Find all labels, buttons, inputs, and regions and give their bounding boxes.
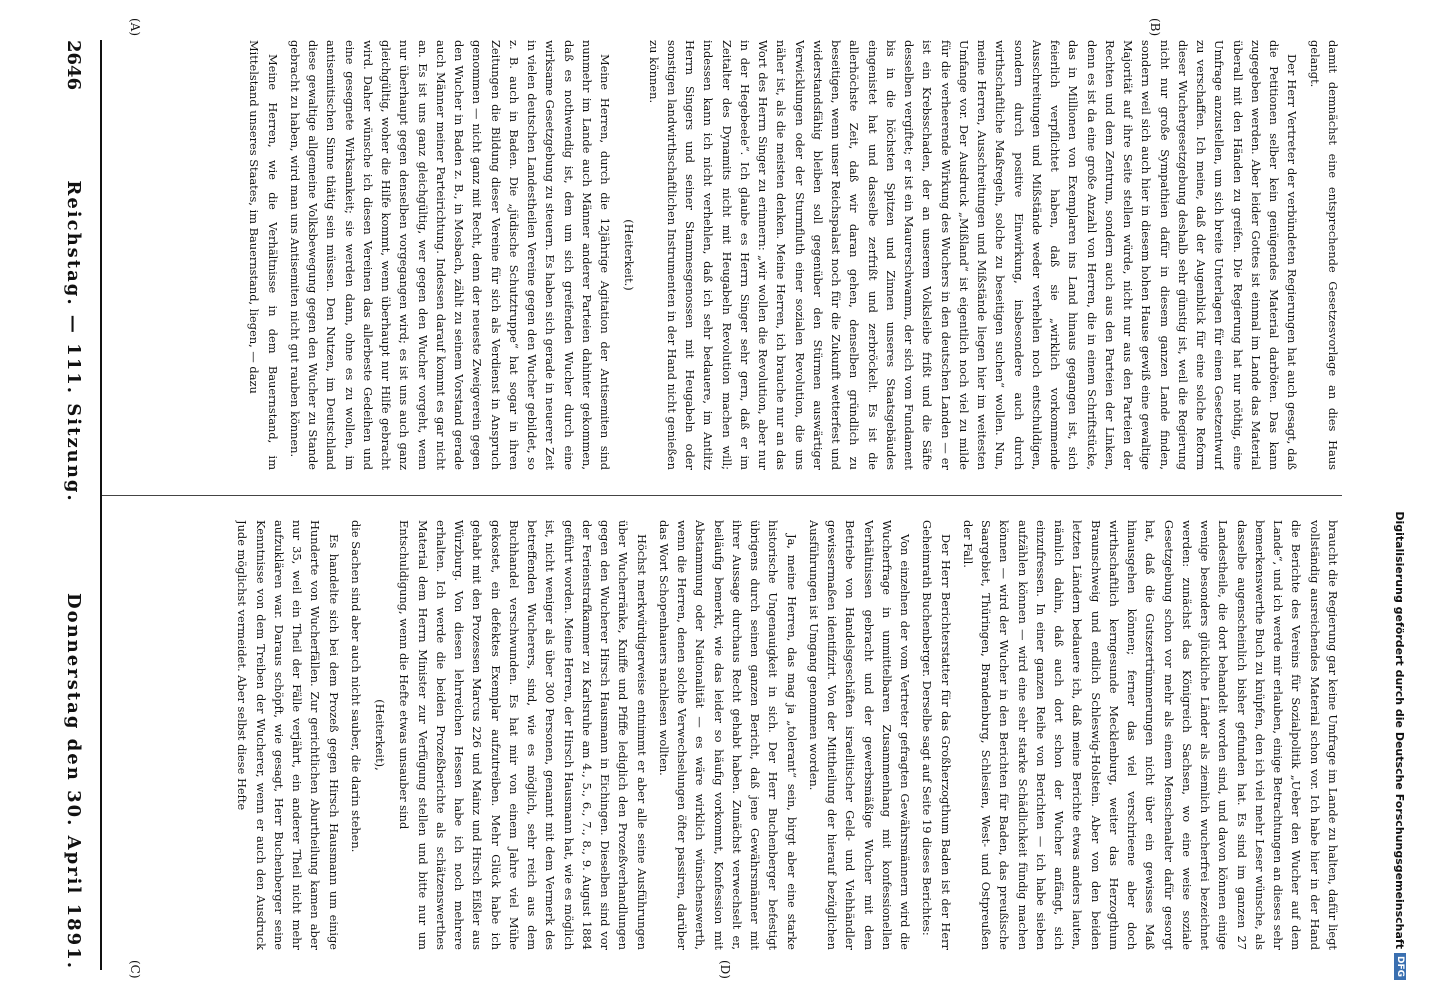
header-right-title: Donnerstag den 30. April 1891. [63, 592, 85, 970]
left-paragraph-5: Meine Herren, wie die Verhältnisse in dem Bauernstand, im Mittelstand unseres Staates, im Bauernstand, liegen, — dazu [247, 40, 280, 470]
left-paragraph-4: Meine Herren, durch die 12jährige Agitation der Antisemiten sind nunmehr im Lande auch Männer anderer Parteien dahinter gekommen, daß es nothwendig ist, dem um sich greifenden Wucher durch eine wirksame Gesetzgebung zu steuern. Es haben sich gerade in neuerer Zeit in vielen deutschen Landestheilen Vereine gegen den Wucher gebildet, so z. B. auch in Baden. Die „jüdische Schutztruppe“ hat sogar in ihren Zeitungen die Bildung dieser Vereine für sich als Verdienst in Anspruch genommen — nicht ganz mit Recht, denn der neueste Zweigverein gegen den Wucher in Baden z. B., in Mosbach, zählt zu seinem Vorstand gerade auch Männer meiner Parteirichtung. Indessen darauf kommt es gar nicht an. Es ist uns ganz gleichgültig, wer gegen den Wucher vorgeht, wenn nur überhaupt gegen denselben vorgegangen wird; es ist uns auch ganz gleichgültig, woher die Hilfe kommt, wenn überhaupt nur Hilfe gebracht wird. Daher wünsche ich diesen Vereinen das allerbeste Gedeihen und eine gesegnete Wirksamkeit; sie werden dann, ohne es zu wollen, im antisemitischen Sinne thätig sein müssen. Den Nutzen, im Deutschland diese gewaltige allgemeine Volksbewegung gegen den Wucher zu Stande gebracht zu haben, wird man uns Antisemiten nicht gut rauben können. [288, 40, 613, 470]
left-paragraph-2: Der Herr Vertreter der verbündeten Regierungen hat auch gesagt, daß die Petitionen selber kein genügendes Material darböten. Das kann zugegeben werden. Aber leider Gottes ist einmal im Lande das Material überall mit den Händen zu greifen. Die Regierung hat nur nöthig, eine Umfrage anzustellen, um sich breite Unterlagen für einen Gesetzentwurf zu verschaffen. Ich meine, daß der Augenblick für eine solche Reform dieser Wuchergesetzgebung deshalb sehr günstig ist, weil die Regierung nicht nur große Sympathien dafür in diesem ganzen Lande finden, sondern weil sich auch hier in diesem hohen Hause gewiß eine gewaltige Majorität auf ihre Seite stellen würde, nicht nur aus den Parteien der Rechten und dem Zentrum, sondern auch aus den Parteien der Linken, denn es ist da eine große Anzahl von Herren, die in einem Schriftstücke, das in Millionen von Exemplaren ins Land hinaus gegangen ist, sich feierlich verpflichtet haben, daß sie „wirklich vorkommende Ausschreitungen und Mißstände weder verhehlen noch entschuldigen, sondern durch positive Einwirkung, insbesondere auch durch wirthschaftliche Maßregeln, solche zu beseitigen suchen“ wollen. Nun, meine Herren, Ausschreitungen und Mißstände liegen hier im weitesten Umfange vor. Der Ausdruck „Mißland“ ist eigentlich noch viel zu milde für die verheerende Wirkung des Wuchers in den deutschen Landen — er ist ein Krebsschaden, der an unserem Volksleibe frißt und die Säfte desselben vergiftet; er ist ein Maurerschwamm, der sich vom Fundament bis in die höchsten Spitzen und Zinnen unseres Staatsgebäudes eingenistet hat und dasselbe zerfrißt und zerbröckelt. Es ist die allerhöchste Zeit, daß wir daran gehen, denselben gründlich zu beseitigen, wenn unser Reichspalast noch für die Zukunft wetterfest und widerstandsfähig bleiben soll gegenüber den Stürmen auswärtiger Verwicklungen oder der Sturmfluth einer sozialen Revolution, die uns näher ist, als die meisten denken. Meine Herren, ich brauche nur an das Wort des Herrn Singer zu erinnern: „wir wollen die Revolution, aber nur in der Hegebeele“. Ich glaube es Herrn Singer sehr gern, daß er im Zeitalter des Dynamits nicht mit Heugabeln Revolution machen will; indessen kann ich nicht verhehlen, daß ich sehr bedauere, im Antlitz Herrn Singers und seiner Stammesgenossen mit Heugabeln oder sonstigen landwirthschaftlichen Instrumenten in der Hand nicht genießen zu können. [646, 40, 1300, 470]
credit-text: Digitalisierung gefördert durch die Deutsche Forschungsgemeinschaft [1393, 511, 1407, 949]
right-paragraph-3: Von einzelnen der vom Vertreter gefragten Gewährsmännern wird die Wucherfrage in unmittelbaren Zusammenhang mit konfessionellen Verhältnissen gebracht und der gewerbsmäßige Wucher mit dem Betriebe von Handelsgeschäften israelitischer Geld- und Viehhändler gewissermaßen identifizirt. Von der Mittheilung der hierauf bezüglichen Ausführungen ist Umgang genommen worden. [807, 520, 913, 950]
left-column [112, 40, 1342, 470]
left-paragraph-1: damit demnächst eine entsprechende Gesetzesvorlage an dies Haus gelangt. [1307, 40, 1340, 470]
page-number: 2646 [63, 40, 85, 91]
margin-marker-d: (D) [718, 960, 732, 979]
right-paragraph-4: Ja, meine Herren, das mag ja „tolerant“ sein, birgt aber eine starke historische Ungenauigkeit in sich. Der Herr Buchenberger befestigt übrigens durch seinen ganzen Bericht, daß jene Gewährsmänner mit ihrer Aussage durchaus Recht gehabt haben. Zunächst verwechselt er, beiläufig bemerkt, wie das leider so häufig vorkommt, Konfession mit Abstammung oder Nationalität — es wäre wirklich wünschenswerth, wenn die Herren, denen solche Verwechselungen öfter passiren, darüber das Wort Schopenhauers nachlesen wollten. [657, 520, 799, 950]
left-paragraph-3: (Heiterkeit.) [622, 219, 637, 291]
page-header [54, 40, 94, 970]
dfg-logo: DFG [1394, 953, 1406, 980]
header-left-title: Reichstag. — 111. Sitzung. [63, 180, 85, 503]
right-paragraph-6: (Heiterkeit), [373, 699, 388, 771]
right-column [112, 520, 1342, 950]
margin-marker-b: (B) [1148, 18, 1162, 37]
margin-marker-a: (A) [128, 18, 142, 37]
column-divider [102, 495, 1342, 496]
digitization-credit [1388, 40, 1412, 980]
header-rule [100, 40, 102, 970]
right-paragraph-5: Höchst merkwürdigerweise entnimmt er aber alle seine Ausführungen über Wucherränke, Kniffe und Pfiffe lediglich den Prozeßverhandlungen gegen den Wucherer Hirsch Hausmann in Eichingen. Dieselben sind vor der Ferienstrafkammer zu Karlsruhe am 4., 5., 6., 7., 8., 9. August 1884 geführt worden. Meine Herren, der Hirsch Hausmann hat, wie es möglich ist, nicht weniger als über 300 Personen, genannt mit dem Vermerk des betreffenden Wucherers, sind, wie es möglich, sehr reich aus dem Buchhandel verschwunden. Es hat mir von einem Jahre viel Mühe gekostet, ein defektes Exemplar aufzutreiben. Mehr Glück habe ich gehabt mit den Prozessen Marcus 226 und Mainz und Hirsch Eißler aus Würzburg. Von diesen lehrreichen Hessen habe ich noch mehrere erhalten. Ich werde die beiden Prozeßberichte als schätzenswerthes Material dem Herrn Minister zur Verfügung stellen und bitte nur um Entschuldigung, wenn die Hefte etwas unsauber sind [397, 520, 649, 950]
right-paragraph-2: Der Herr Berichterstatter für das Großherzogthum Baden ist der Herr Geheimrath Buchenberger. Derselbe sagt auf Seite 19 dieses Berichtes: [920, 520, 953, 950]
right-paragraph-8: Es handelte sich bei dem Prozeß gegen Hirsch Hausmann um einige Hunderte von Wucherfällen. Zur gerichtlichen Aburtheilung kamen aber nur 35, weil ein Theil der Fälle verjährt, ein anderer Theil nicht mehr aufzuklären war. Daraus schöpft, wie gesagt, Herr Buchenberger seine Kenntnisse von dem Treiben der Wucherer, wenn er auch den Ausdruck Jude möglichst vermeidet. Aber selbst diese Hefte [235, 520, 341, 950]
right-paragraph-1: braucht die Regierung gar keine Umfrage im Lande zu halten, dafür liegt vollständig ausreichendes Material schon vor. Ich habe hier in der Hand die Berichte des Vereins für Sozialpolitik „Ueber den Wucher auf dem Lande“, und ich werde mir erlauben, einige Betrachtungen an dieses sehr bemerkenswerthe Buch zu knüpfen, den ich viel mehr Leser wünsche, als dasselbe augenscheinlich bisher gefunden hat. Es sind im ganzen 27 Landestheile, die dort behandelt worden sind, und davon können einige wenige besonders glückliche Länder als ziemlich wucherfrei bezeichnet werden: zunächst das Königreich Sachsen, wo eine weise soziale Gesetzgebung schon vor mehr als einem Menschenalter dafür gesorgt hat, daß die Gutszertrümmerungen nicht über ein gewisses Maß hinausgehen können; ferner das viel verschrieene aber doch wirthschaftlich kerngesunde Mecklenburg, weiter das Herzogthum Braunschweig und endlich Schleswig-Holstein. Aber von den beiden letzten Ländern bedauere ich, daß meine Berichte etwas anders lauten, nämlich dahin, daß auch dort schon der Wucher anfängt, sich einzufressen. In einer ganzen Reihe von Berichten — ich habe sieben aufzählen können — wird eine sehr starke Schädlichkeit fündig machen können — wird der Wucher in den Berichten für Baden, das preußische Saargebiet, Thüringen, Brandenburg, Schlesien, West- und Ostpreußen der Fall. [961, 520, 1340, 950]
margin-marker-c: (C) [128, 960, 142, 979]
right-paragraph-7: die Sachen sind aber auch nicht sauber, die darin stehen. [349, 520, 363, 853]
